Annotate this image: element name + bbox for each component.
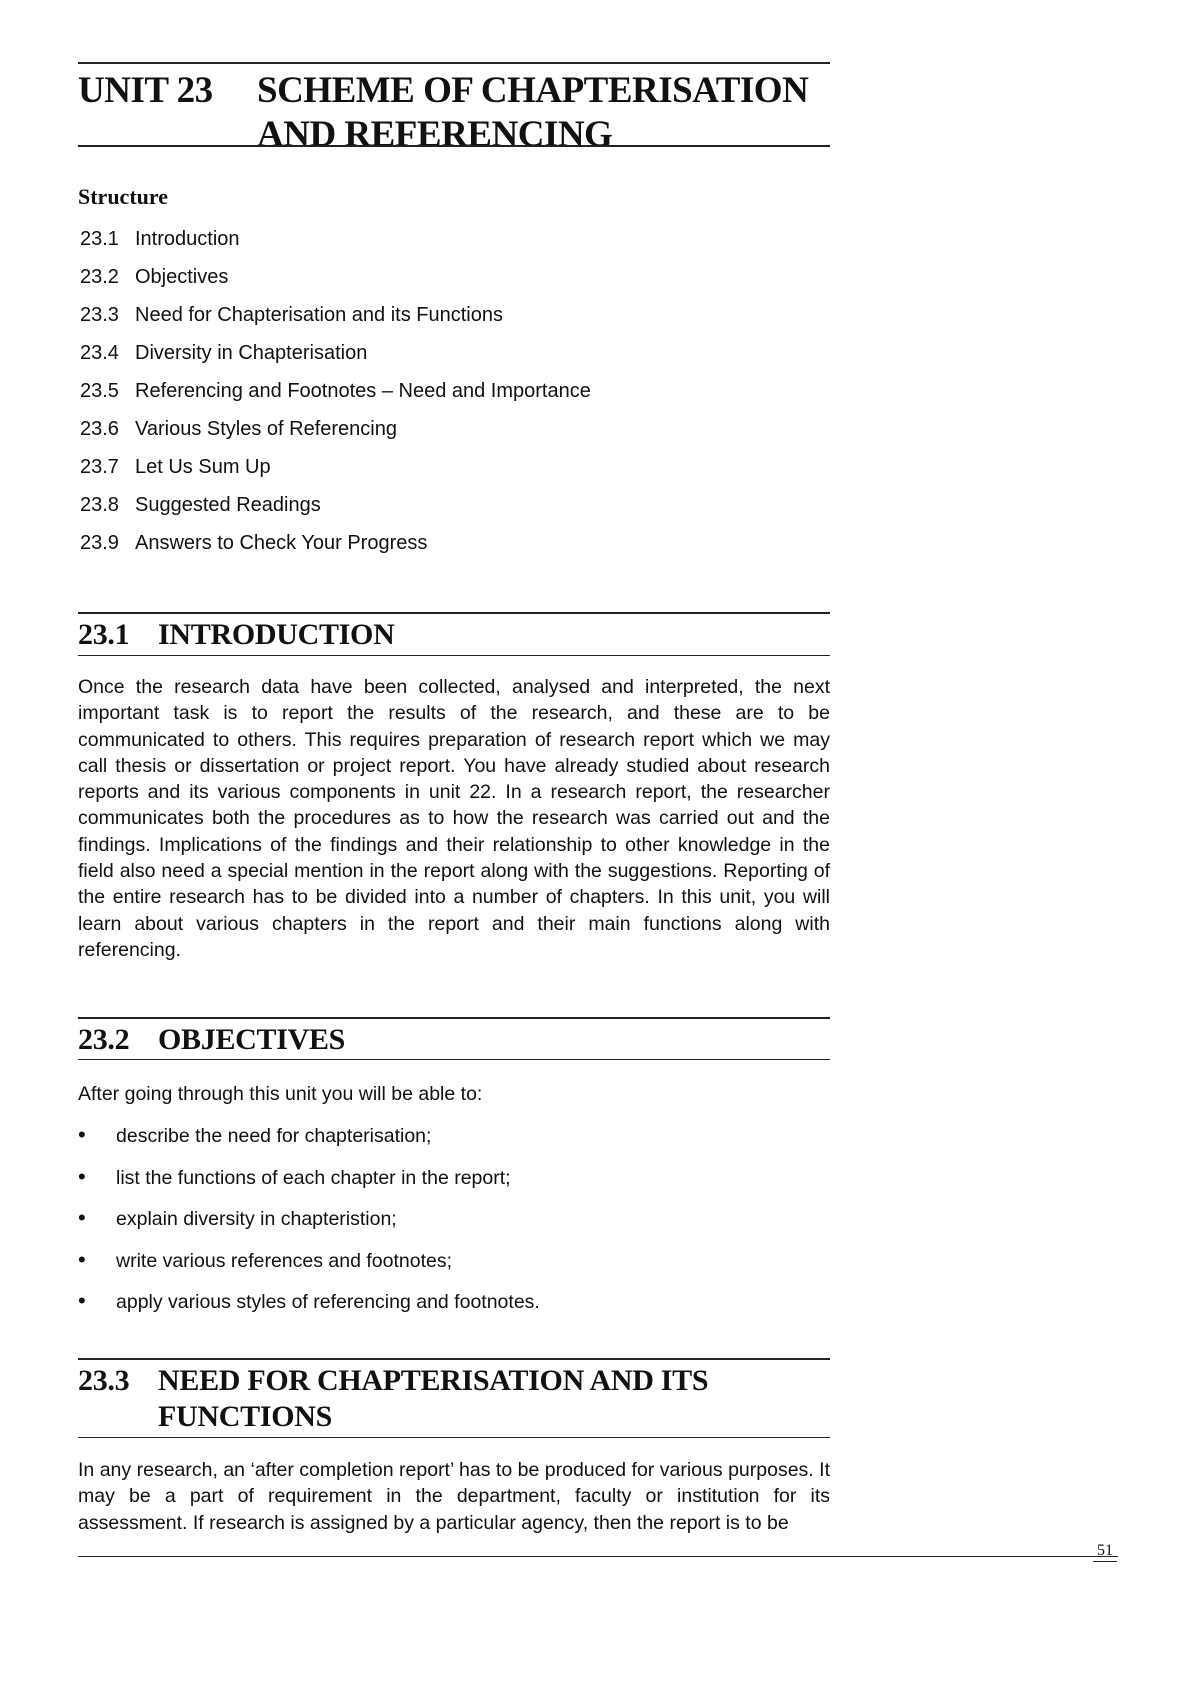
need-paragraph: In any research, an ‘after completion report’ has to be produced for various purposes. It may be a part of requirement in the department, faculty or institution for its assessment. If research is assigned by a particular agency, then the report is to be: [78, 1459, 830, 1534]
structure-item: 23.7 Let Us Sum Up: [80, 456, 271, 478]
intro-heading: 23.1 INTRODUCTION: [78, 618, 395, 651]
unit-label: UNIT 23: [78, 70, 213, 111]
structure-item: 23.4 Diversity in Chapterisation: [80, 342, 368, 364]
bullet-icon: •: [78, 1163, 86, 1189]
bullet-icon: •: [78, 1246, 86, 1272]
objectives-intro: After going through this unit you will be able to:: [78, 1083, 483, 1105]
objective-item: • describe the need for chapterisation;: [78, 1122, 432, 1147]
structure-item: 23.9 Answers to Check Your Progress: [80, 532, 428, 554]
structure-item: 23.6 Various Styles of Referencing: [80, 418, 397, 440]
structure-item: 23.8 Suggested Readings: [80, 494, 321, 516]
objectives-bottom-rule: [78, 1059, 830, 1060]
title-top-rule: [78, 62, 830, 64]
need-top-rule: [78, 1358, 830, 1360]
objectives-list: [78, 1122, 540, 1330]
structure-item: 23.3 Need for Chapterisation and its Functions: [80, 304, 503, 326]
objective-item: • apply various styles of referencing and footnotes.: [78, 1288, 540, 1313]
bullet-icon: •: [78, 1122, 86, 1147]
bullet-icon: •: [78, 1205, 86, 1230]
structure-item: 23.2 Objectives: [80, 266, 229, 288]
structure-item: 23.5 Referencing and Footnotes – Need and Importance: [80, 380, 591, 402]
intro-bottom-rule: [78, 655, 830, 656]
title-bottom-rule: [78, 145, 830, 147]
objective-item: • explain diversity in chapteristion;: [78, 1205, 397, 1230]
unit-title-line2: AND REFERENCING: [257, 114, 613, 155]
footer-rule: [78, 1556, 1118, 1557]
unit-title-line1: SCHEME OF CHAPTERISATION: [257, 70, 809, 111]
need-bottom-rule: [78, 1437, 830, 1438]
page-number-rule: [1093, 1561, 1117, 1562]
objectives-top-rule: [78, 1017, 830, 1019]
bullet-icon: •: [78, 1288, 86, 1313]
intro-top-rule: [78, 612, 830, 614]
page-number: 51: [1097, 1542, 1113, 1559]
structure-item: 23.1 Introduction: [80, 228, 240, 250]
structure-heading: Structure: [78, 184, 169, 209]
objective-item: • write various references and footnotes;: [78, 1246, 453, 1272]
need-heading: 23.3 NEED FOR CHAPTERISATION AND ITS FUNCTIONS: [78, 1364, 709, 1433]
objective-item: • list the functions of each chapter in the report;: [78, 1163, 511, 1189]
objectives-heading: 23.2 OBJECTIVES: [78, 1023, 346, 1056]
structure-list: [80, 226, 591, 568]
intro-paragraph: Once the research data have been collected, analysed and interpreted, the next important task is to report the results of the research, and these are to be communicated to others. This requires preparation of research report which we may call thesis or dissertation or project report. You have already studied about research reports and its various components in unit 22. In a research report, the researcher communicates both the procedures as to how the research was carried out and the findings. Implications of the findings and their relationship to other knowledge in the field also need a special mention in the report along with the suggestions. Reporting of the entire research has to be divided into a number of chapters. In this unit, you will learn about various chapters in the report and their main functions along with referencing.: [78, 676, 830, 961]
